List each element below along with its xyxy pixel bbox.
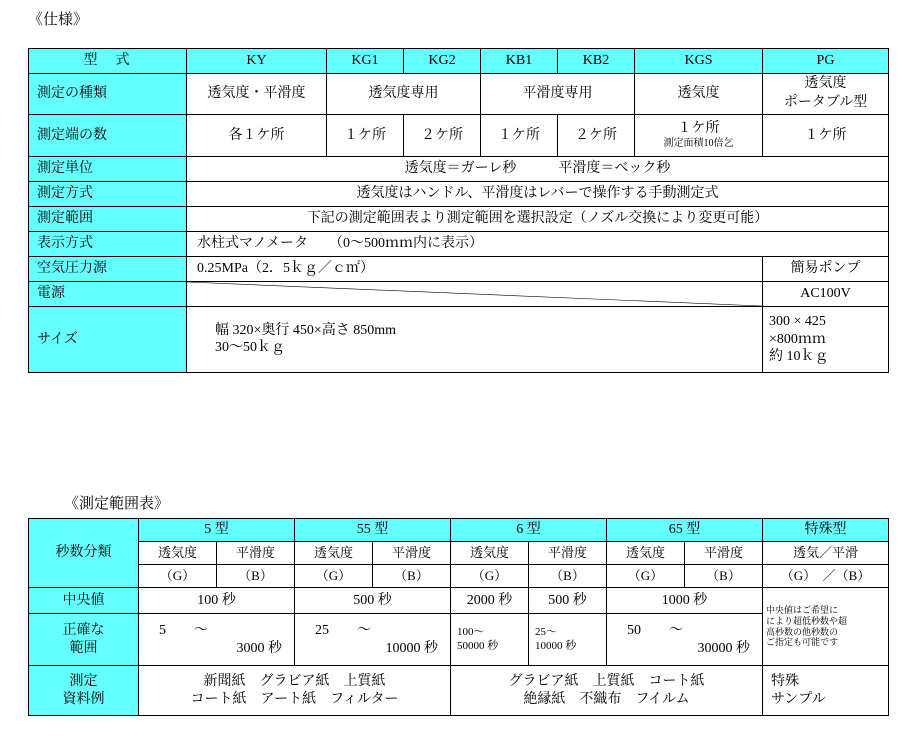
air-source-pg: 簡易ポンプ — [763, 256, 889, 281]
spec-header-type: 型 式 — [29, 49, 187, 74]
range-sub-65-b: 平滑度 — [685, 542, 763, 565]
spec-header-kg1: KG1 — [327, 49, 404, 74]
size-line1: 幅 320×奥行 450×高さ 850mm — [215, 322, 397, 338]
range-sub-6-b: 平滑度 — [529, 542, 607, 565]
range-sub-5-b: 平滑度 — [217, 542, 295, 565]
table-row-air-source — [29, 256, 889, 281]
port-count-kgs — [635, 114, 763, 156]
table-row-port-count — [29, 114, 889, 156]
port-count-ky: 各１ケ所 — [187, 114, 327, 156]
row-label-power: 電源 — [29, 281, 187, 306]
range-unit-special: （G） ／（B） — [763, 565, 889, 588]
accuracy-5 — [139, 614, 295, 666]
median-note-line2: により超低秒数や超 — [766, 615, 848, 626]
accuracy-6-g — [451, 614, 529, 666]
measurement-type-pg-line1: 透気度 — [804, 76, 847, 91]
range-sub-6-g: 透気度 — [451, 542, 529, 565]
display-value: 水柱式マノメータ （0〜500ｍｍ内に表示） — [187, 231, 889, 256]
samples-group1 — [139, 666, 451, 716]
accuracy-6-b — [529, 614, 607, 666]
air-source-value: 0.25MPa（2．5ｋｇ／ｃ㎡） — [187, 256, 763, 281]
accuracy-55 — [295, 614, 451, 666]
port-count-kgs-note: 測定面積10倍乞 — [663, 137, 734, 149]
size-value — [187, 306, 763, 372]
range-sub-5-g: 透気度 — [139, 542, 217, 565]
samples-group3-line1: 特殊 — [771, 674, 799, 689]
samples-group3 — [763, 666, 889, 716]
measurement-type-kgs: 透気度 — [635, 74, 763, 115]
table-row-type-headers — [29, 519, 889, 542]
table-row-display — [29, 231, 889, 256]
median-note-line4: ご指定も可能です — [766, 637, 839, 648]
range-section-title: 《測定範囲表》 — [64, 496, 170, 512]
port-count-pg: １ケ所 — [763, 114, 889, 156]
samples-group1-line2: コート紙 アート紙 フィルター — [190, 691, 399, 707]
measurement-type-ky: 透気度・平滑度 — [187, 74, 327, 115]
row-label-air-source: 空気圧力源 — [29, 256, 187, 281]
spec-header-kb1: KB1 — [481, 49, 558, 74]
accuracy-5-bottom: 3000 秒 — [208, 640, 282, 656]
median-note-line1: 中央値はご希望に — [766, 604, 839, 615]
samples-group1-line1: 新聞紙 グラビア紙 上質紙 — [203, 674, 386, 689]
row-label-display: 表示方式 — [29, 231, 187, 256]
spec-header-kg2: KG2 — [404, 49, 481, 74]
median-65: 1000 秒 — [607, 588, 763, 614]
range-unit-6-b: （B） — [529, 565, 607, 588]
port-count-kg1: １ケ所 — [327, 114, 404, 156]
table-row-measurement-type — [29, 74, 889, 115]
spec-header-kgs: KGS — [635, 49, 763, 74]
median-5: 100 秒 — [139, 588, 295, 614]
power-value-blank — [187, 281, 763, 306]
table-row-method — [29, 181, 889, 206]
table-row-size — [29, 306, 889, 372]
range-unit-55-b: （B） — [373, 565, 451, 588]
size-pg-line3: 約 10ｋｇ — [769, 349, 829, 365]
row-label-measurement-type: 測定の種類 — [29, 74, 187, 115]
measurement-type-kg: 透気度専用 — [327, 74, 481, 115]
accuracy-label-line2: 範囲 — [69, 640, 98, 656]
table-row-unit — [29, 156, 889, 181]
row-label-size: サイズ — [29, 306, 187, 372]
range-type-special: 特殊型 — [763, 519, 889, 542]
accuracy-65-bottom: 30000 秒 — [669, 640, 750, 656]
accuracy-6-g-bottom: 50000 秒 — [457, 639, 499, 652]
range-label-accuracy — [29, 614, 139, 666]
spec-header-kb2: KB2 — [558, 49, 635, 74]
range-type-65: 65 型 — [607, 519, 763, 542]
accuracy-65-top: 50 〜 — [627, 623, 683, 638]
spec-header-pg: PG — [763, 49, 889, 74]
range-unit-5-b: （B） — [217, 565, 295, 588]
median-55: 500 秒 — [295, 588, 451, 614]
range-label-median: 中央値 — [29, 588, 139, 614]
accuracy-55-bottom: 10000 秒 — [357, 640, 438, 656]
accuracy-6-b-top: 25〜 — [535, 625, 557, 638]
table-row-power — [29, 281, 889, 306]
range-unit-5-g: （G） — [139, 565, 217, 588]
range-label-samples — [29, 666, 139, 716]
samples-group2-line2: 絶縁紙 不織布 フイルム — [523, 691, 690, 707]
samples-group2 — [451, 666, 763, 716]
samples-label-line2: 資料例 — [62, 691, 105, 707]
method-value: 透気度はハンドル、平滑度はレバーで操作する手動測定式 — [187, 181, 889, 206]
range-sub-65-g: 透気度 — [607, 542, 685, 565]
samples-group3-line2: サンプル — [771, 691, 826, 707]
range-type-5: 5 型 — [139, 519, 295, 542]
accuracy-label-line1: 正確な — [62, 623, 105, 638]
measurement-type-kb: 平滑度専用 — [481, 74, 635, 115]
table-row-accuracy — [29, 614, 889, 666]
accuracy-55-top: 25 〜 — [315, 623, 371, 638]
measurement-type-pg-line2: ポータブル型 — [783, 94, 868, 110]
median-special-note — [763, 588, 889, 666]
table-row-header — [29, 49, 889, 74]
table-row-sub-headers — [29, 542, 889, 565]
spec-section-title: 《仕様》 — [28, 12, 89, 28]
median-6-b: 500 秒 — [529, 588, 607, 614]
size-pg-line2: ×800ｍｍ — [769, 331, 826, 347]
range-unit-55-g: （G） — [295, 565, 373, 588]
table-row-median — [29, 588, 889, 614]
size-pg-line1: 300 × 425 — [769, 314, 826, 330]
range-label-class: 秒数分類 — [29, 519, 139, 588]
row-label-unit: 測定単位 — [29, 156, 187, 181]
accuracy-6-g-top: 100〜 — [457, 625, 485, 638]
median-6-g: 2000 秒 — [451, 588, 529, 614]
measurement-range-table — [28, 518, 889, 716]
power-pg: AC100V — [763, 281, 889, 306]
range-value: 下記の測定範囲表より測定範囲を選択設定（ノズル交換により変更可能） — [187, 206, 889, 231]
samples-label-line1: 測定 — [69, 674, 98, 689]
port-count-kgs-main: １ケ所 — [677, 121, 720, 137]
range-unit-65-b: （B） — [685, 565, 763, 588]
unit-value: 透気度＝ガーレ秒 平滑度＝ベック秒 — [187, 156, 889, 181]
range-unit-65-g: （G） — [607, 565, 685, 588]
row-label-port-count: 測定端の数 — [29, 114, 187, 156]
range-sub-special: 透気／平滑 — [763, 542, 889, 565]
spec-header-ky: KY — [187, 49, 327, 74]
median-note-line3: 高秒数の他秒数の — [766, 626, 839, 637]
size-pg — [763, 306, 889, 372]
measurement-type-pg — [763, 74, 889, 115]
specification-table — [28, 48, 889, 373]
range-type-6: 6 型 — [451, 519, 607, 542]
table-row-samples — [29, 666, 889, 716]
table-row-range — [29, 206, 889, 231]
accuracy-65 — [607, 614, 763, 666]
row-label-range: 測定範囲 — [29, 206, 187, 231]
range-type-55: 55 型 — [295, 519, 451, 542]
table-row-units — [29, 565, 889, 588]
range-unit-6-g: （G） — [451, 565, 529, 588]
samples-group2-line1: グラビア紙 上質紙 コート紙 — [508, 674, 705, 689]
size-line2: 30〜50ｋｇ — [215, 340, 285, 356]
port-count-kb2: ２ケ所 — [558, 114, 635, 156]
accuracy-6-b-bottom: 10000 秒 — [535, 639, 577, 652]
row-label-method: 測定方式 — [29, 181, 187, 206]
port-count-kg2: ２ケ所 — [404, 114, 481, 156]
range-sub-55-b: 平滑度 — [373, 542, 451, 565]
range-sub-55-g: 透気度 — [295, 542, 373, 565]
accuracy-5-top: 5 〜 — [159, 623, 208, 638]
port-count-kb1: １ケ所 — [481, 114, 558, 156]
